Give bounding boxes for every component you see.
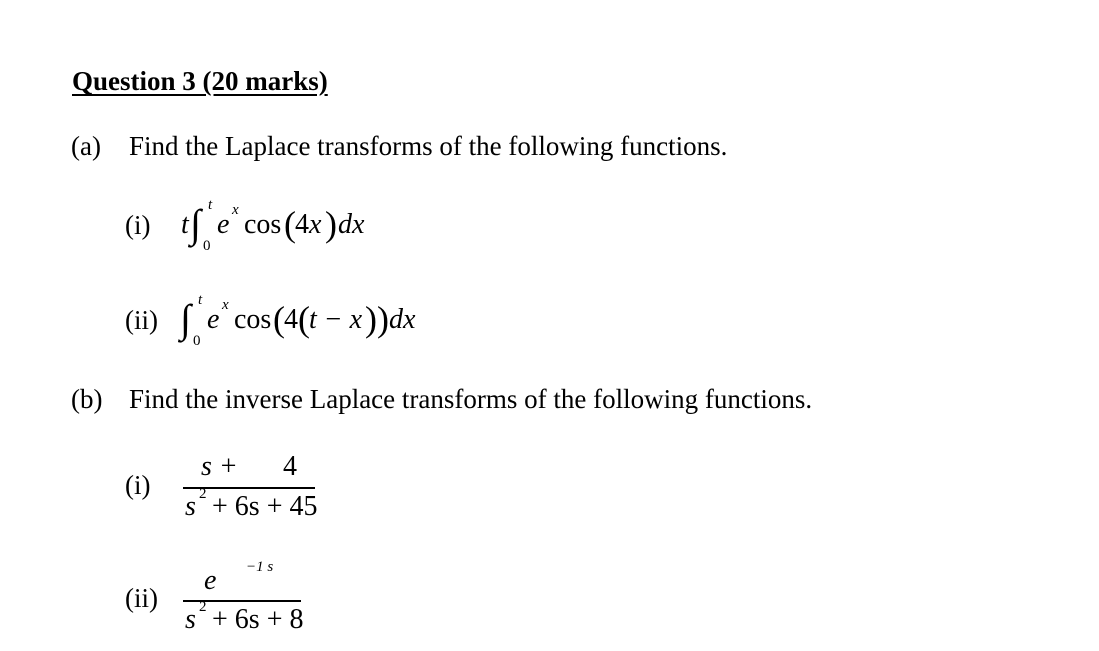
part-b-i-label: (i) <box>125 470 151 500</box>
exp-power: x <box>222 297 229 313</box>
dx-differential: dx <box>389 304 416 335</box>
integral-sign: ∫ <box>190 201 201 246</box>
paren-close-inner: ) <box>365 299 377 339</box>
integral-upper-limit: t <box>208 197 213 213</box>
cos-func: cos <box>244 209 282 240</box>
exp-base: e <box>217 209 230 240</box>
paren-open-inner: ( <box>298 299 310 339</box>
denominator-exponent: 2 <box>199 599 207 615</box>
dx-differential: dx <box>338 209 365 240</box>
question-title: Question 3 (20 marks) <box>72 66 328 96</box>
part-b-instructions: Find the inverse Laplace transforms of the following functions. <box>129 384 813 414</box>
denominator-exponent: 2 <box>199 486 207 502</box>
cos-inner-argument: t − x <box>309 304 363 335</box>
denominator-rest: + 6s + 8 <box>212 604 304 635</box>
cos-coefficient: 4 <box>284 304 298 335</box>
cos-func: cos <box>234 304 272 335</box>
part-a-label: (a) <box>71 131 101 161</box>
part-b-ii-label: (ii) <box>125 583 158 613</box>
integral-upper-limit: t <box>198 292 203 308</box>
paren-open-outer: ( <box>273 299 285 339</box>
part-a-i-prefix: t <box>181 209 189 240</box>
integral-sign: ∫ <box>180 296 191 341</box>
part-b-label: (b) <box>71 384 103 414</box>
paren-close: ) <box>325 204 337 244</box>
exp-power: x <box>232 202 239 218</box>
numerator-e: e <box>204 565 217 596</box>
numerator-constant: 4 <box>283 451 297 482</box>
numerator-exponent: −1 s <box>246 559 274 575</box>
numerator-s: s + <box>201 451 238 482</box>
integral-lower-limit: 0 <box>203 238 211 254</box>
part-a-ii-label: (ii) <box>125 305 158 335</box>
denominator-rest: + 6s + 45 <box>212 491 318 522</box>
cos-argument: 4x <box>295 209 322 240</box>
denominator-s: s <box>185 491 196 522</box>
integral-lower-limit: 0 <box>193 333 201 349</box>
part-a-instructions: Find the Laplace transforms of the following functions. <box>129 131 728 161</box>
paren-open: ( <box>284 204 296 244</box>
denominator-s: s <box>185 604 196 635</box>
paren-close-outer: ) <box>377 299 389 339</box>
exp-base: e <box>207 304 220 335</box>
part-a-i-label: (i) <box>125 210 151 240</box>
